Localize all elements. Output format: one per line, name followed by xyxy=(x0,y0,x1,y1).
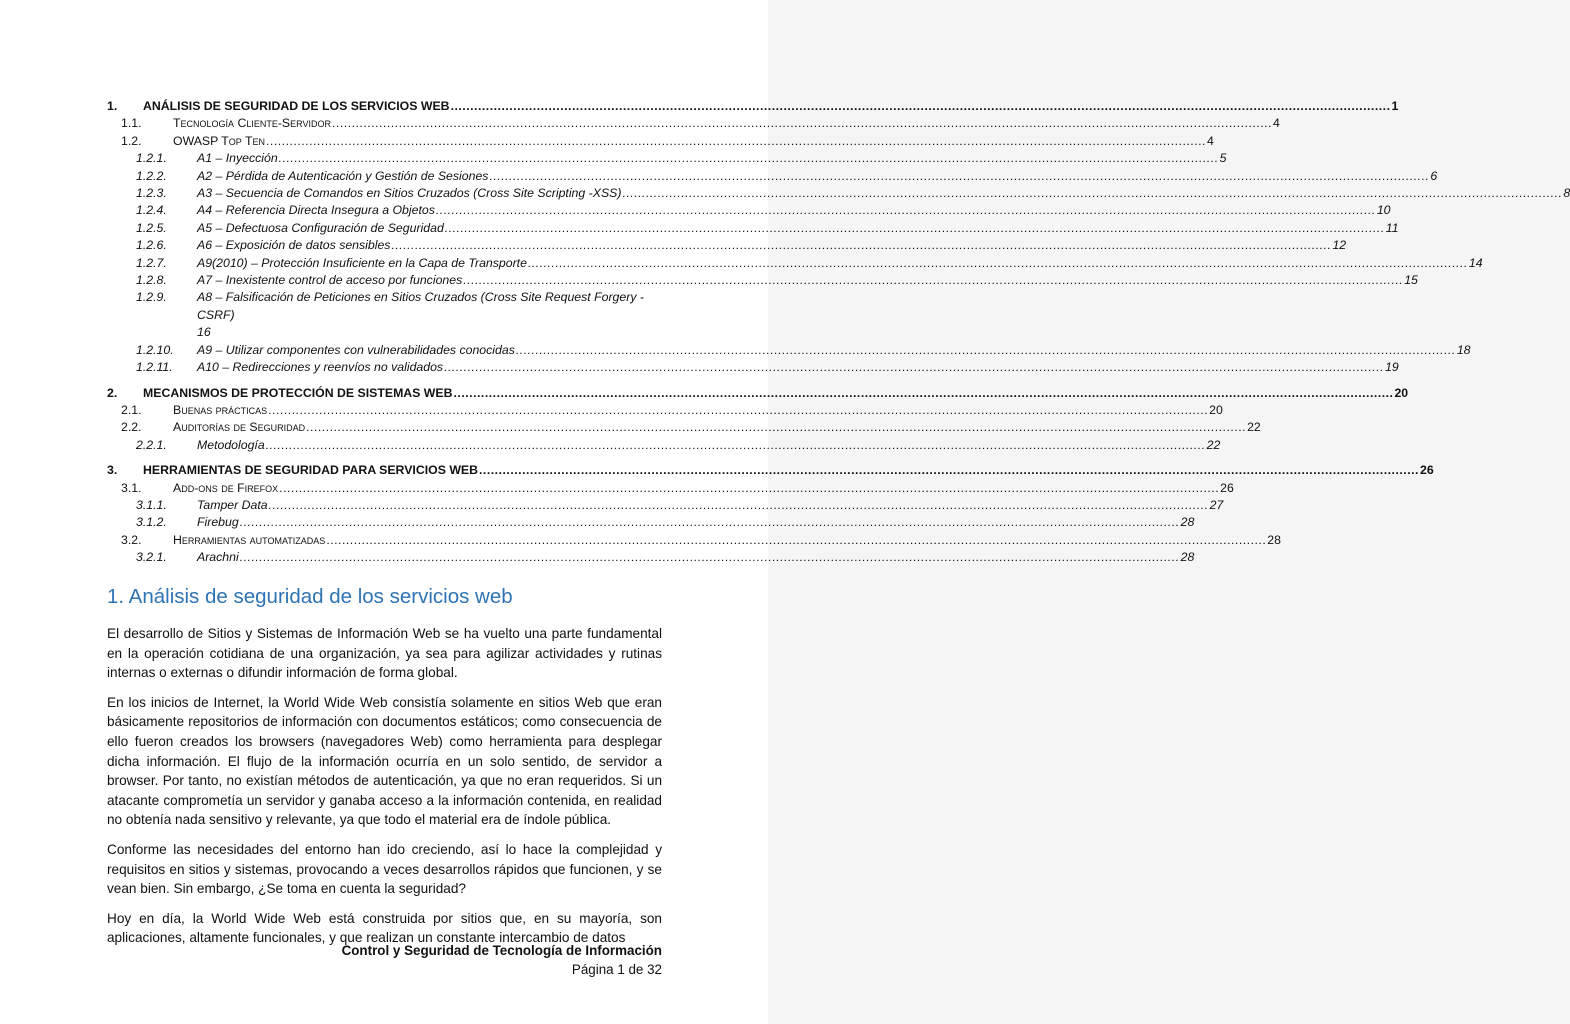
toc-entry-title: A9(2010) – Protección Insuficiente en la Capa de Transporte xyxy=(197,255,527,270)
toc-entry-page: 12 xyxy=(1332,238,1347,253)
toc-entry-title: Firebug xyxy=(197,515,239,530)
table-of-contents xyxy=(107,98,1570,567)
toc-leader-dots xyxy=(528,255,1468,272)
toc-leader-dots xyxy=(479,462,1419,479)
toc-leader-dots xyxy=(445,220,1385,237)
toc-spacer xyxy=(107,454,662,462)
toc-entry-number: 2.1. xyxy=(121,402,142,417)
toc-entry-title: A10 – Redirecciones y reenvíos no validados xyxy=(197,360,444,375)
toc-leader-dots xyxy=(463,272,1403,289)
toc-leader-dots xyxy=(266,133,1206,150)
toc-entry-page: 28 xyxy=(1180,550,1195,565)
toc-entry-title: A2 – Pérdida de Autenticación y Gestión de Sesiones xyxy=(197,168,489,183)
toc-entry-number: 1.2.2. xyxy=(136,168,167,183)
toc-entry-page: 20 xyxy=(1394,385,1409,400)
toc-entry-page: 20 xyxy=(1209,402,1223,417)
toc-entry-title: Add-ons de Firefox xyxy=(173,480,279,495)
toc-entry-page: 14 xyxy=(1468,255,1483,270)
toc-entry-title: Tamper Data xyxy=(197,497,268,512)
toc-entry-number: 1.2.5. xyxy=(136,220,167,235)
toc-entry[interactable] xyxy=(107,220,1399,237)
body-paragraph: Conforme las necesidades del entorno han ido creciendo, así lo hace la complejidad y requisitos en sitios y sistemas, provocando a veces desarrollos rápidos que funcionen, y se vean bien. Sin embargo, ¿Se toma en cuenta la seguridad? xyxy=(107,841,662,897)
footer-page-number: Página 1 de 32 xyxy=(571,962,662,977)
toc-leader-dots xyxy=(451,98,1391,115)
toc-entry-title: A1 – Inyección xyxy=(197,151,278,166)
toc-entry-title: Metodología xyxy=(197,437,265,452)
toc-entry-number: 2. xyxy=(107,385,118,400)
body-paragraph: En los inicios de Internet, la World Wide Web consistía solamente en sitios Web que eran básicamente repositorios de información con documentos estáticos; como consecuencia de ello fueron creados los browsers (navegadores Web) como herramienta para desplegar dicha información. El flujo de la información ocurría en un solo sentido, de servidor a browser. Por tanto, no existían métodos de autenticación, ya que no eran requeridos. Si un atacante comprometía un servidor y ganaba acceso a la información contenida, en realidad no obtenía nada sensitivo y relevante, ya que todo el material era de índole pública. xyxy=(107,694,662,828)
toc-entry-number: 1.2.1. xyxy=(136,151,167,166)
toc-leader-dots xyxy=(279,150,1219,167)
toc-entry-title: A3 – Secuencia de Comandos en Sitios Cruzados (Cross Site Scripting -XSS) xyxy=(197,186,622,201)
toc-entry-page: 16 xyxy=(197,325,211,340)
toc-entry-page: 22 xyxy=(1247,420,1261,435)
toc-leader-dots xyxy=(240,549,1180,566)
toc-entry[interactable] xyxy=(107,202,1391,219)
toc-leader-dots xyxy=(436,202,1376,219)
toc-entry-title: HERRAMIENTAS DE SEGURIDAD PARA SERVICIOS WEB xyxy=(143,463,479,478)
section-body xyxy=(107,624,662,958)
toc-entry[interactable] xyxy=(107,497,1224,514)
toc-leader-dots xyxy=(332,115,1272,132)
toc-leader-dots xyxy=(266,437,1206,454)
toc-entry[interactable] xyxy=(107,385,1409,402)
toc-entry-number: 3.2. xyxy=(121,532,142,547)
toc-entry-title: Buenas prácticas xyxy=(173,402,268,417)
toc-entry-number: 1.2.7. xyxy=(136,255,167,270)
toc-leader-dots xyxy=(306,419,1246,436)
toc-entry-page: 28 xyxy=(1180,515,1195,530)
toc-entry[interactable] xyxy=(107,272,1418,289)
toc-entry-page: 4 xyxy=(1206,133,1214,148)
toc-entry[interactable] xyxy=(107,462,1434,479)
toc-entry-page: 18 xyxy=(1456,342,1471,357)
toc-entry-title: A6 – Exposición de datos sensibles xyxy=(197,238,391,253)
toc-entry[interactable] xyxy=(107,237,1347,254)
toc-entry-number: 1.2.8. xyxy=(136,273,167,288)
toc-entry-number: 3.1.1. xyxy=(136,497,167,512)
toc-entry-page: 11 xyxy=(1385,220,1399,235)
toc-entry-title: Herramientas automatizadas xyxy=(173,532,326,547)
toc-entry-page: 5 xyxy=(1219,151,1227,166)
toc-entry-number: 2.2. xyxy=(121,420,142,435)
toc-entry-number: 1.2.11. xyxy=(136,360,173,375)
footer-title: Control y Seguridad de Tecnología de Información xyxy=(341,943,662,958)
toc-entry-title: A9 – Utilizar componentes con vulnerabilidades conocidas xyxy=(197,342,515,357)
toc-entry[interactable] xyxy=(107,514,1195,531)
body-paragraph: El desarrollo de Sitios y Sistemas de Información Web se ha vuelto una parte fundamental en la operación cotidiana de una organización, ya sea para agilizar actividades y rutinas internas o externas o difundir información de forma global. xyxy=(107,626,662,681)
toc-entry-number: 1.2. xyxy=(121,133,142,148)
toc-spacer xyxy=(107,377,662,385)
toc-entry-page: 19 xyxy=(1385,360,1399,375)
toc-leader-dots xyxy=(391,237,1331,254)
toc-entry[interactable] xyxy=(107,480,1234,497)
toc-leader-dots xyxy=(326,532,1266,549)
toc-entry[interactable] xyxy=(107,98,1399,115)
toc-entry[interactable] xyxy=(107,342,1471,359)
toc-entry-title: Arachni xyxy=(197,550,239,565)
toc-entry[interactable] xyxy=(107,185,1570,202)
toc-entry-title: Auditorías de Seguridad xyxy=(173,420,306,435)
toc-entry[interactable] xyxy=(107,289,662,341)
toc-entry-page: 1 xyxy=(1391,99,1399,113)
toc-entry-number: 1.2.3. xyxy=(136,186,167,201)
toc-entry[interactable] xyxy=(107,255,1483,272)
toc-entry[interactable] xyxy=(107,359,1399,376)
toc-entry-page: 4 xyxy=(1272,116,1280,131)
toc-entry-number: 1.2.6. xyxy=(136,238,167,253)
toc-entry-page: 6 xyxy=(1430,168,1438,183)
toc-entry-number: 3.1. xyxy=(121,480,142,495)
toc-entry[interactable] xyxy=(107,133,1214,150)
toc-leader-dots xyxy=(269,497,1209,514)
page-footer xyxy=(300,941,662,979)
toc-entry-number: 1.2.4. xyxy=(136,203,167,218)
toc-entry-number: 3. xyxy=(107,463,118,478)
toc-entry-title: A4 – Referencia Directa Insegura a Objetos xyxy=(197,203,435,218)
toc-entry-page: 8 xyxy=(1563,186,1570,201)
toc-entry-number: 1.2.10. xyxy=(136,342,174,357)
toc-entry-page: 26 xyxy=(1220,480,1234,495)
toc-entry-page: 26 xyxy=(1419,463,1434,478)
body-paragraph: Hoy en día, la World Wide Web está construida por sitios que, en su mayoría, son aplicaciones, altamente funcionales, y que realizan un constante intercambio de datos xyxy=(107,910,662,946)
toc-entry-page: 27 xyxy=(1209,497,1224,512)
toc-entry[interactable] xyxy=(107,549,1195,566)
toc-entry-number: 1.1. xyxy=(121,116,142,131)
toc-leader-dots xyxy=(622,185,1562,202)
toc-entry[interactable] xyxy=(107,168,1438,185)
toc-leader-dots xyxy=(268,402,1208,419)
toc-entry-title: MECANISMOS DE PROTECCIÓN DE SISTEMAS WEB xyxy=(143,385,453,400)
toc-entry-page: 10 xyxy=(1376,203,1391,218)
toc-entry-number: 2.2.1. xyxy=(136,437,167,452)
toc-entry[interactable] xyxy=(107,419,1261,436)
toc-leader-dots xyxy=(279,480,1219,497)
toc-entry[interactable] xyxy=(107,532,1281,549)
toc-entry-title: A5 – Defectuosa Configuración de Seguridad xyxy=(197,220,444,235)
toc-leader-dots xyxy=(516,342,1456,359)
toc-entry-number: 1. xyxy=(107,99,118,113)
toc-leader-dots xyxy=(240,514,1180,531)
toc-entry[interactable] xyxy=(107,402,1223,419)
toc-entry-number: 3.1.2. xyxy=(136,515,167,530)
toc-leader-dots xyxy=(489,168,1429,185)
toc-entry[interactable] xyxy=(107,437,1221,454)
toc-entry-title: Tecnología Cliente-Servidor xyxy=(173,116,331,131)
toc-entry-number: 1.2.9. xyxy=(136,290,167,305)
toc-entry-title: ANÁLISIS DE SEGURIDAD DE LOS SERVICIOS WEB xyxy=(143,99,450,113)
toc-leader-dots xyxy=(444,359,1384,376)
toc-entry-title: OWASP Top Ten xyxy=(173,133,266,148)
toc-entry-title: A7 – Inexistente control de acceso por funciones xyxy=(197,273,463,288)
toc-entry-page: 28 xyxy=(1267,532,1281,547)
toc-entry-title-text: A8 – Falsificación de Peticiones en Sitios Cruzados (Cross Site Request Forgery - CSRF) xyxy=(197,290,644,322)
toc-entry-page: 22 xyxy=(1206,437,1221,452)
toc-entry-page: 15 xyxy=(1404,273,1418,288)
toc-entry[interactable] xyxy=(107,150,1227,167)
toc-entry[interactable] xyxy=(107,115,1280,132)
toc-entry-title xyxy=(197,289,662,341)
toc-entry-number: 3.2.1. xyxy=(136,550,167,565)
toc-leader-dots xyxy=(454,385,1394,402)
section-heading: 1. Análisis de seguridad de los servicios web xyxy=(107,585,513,608)
